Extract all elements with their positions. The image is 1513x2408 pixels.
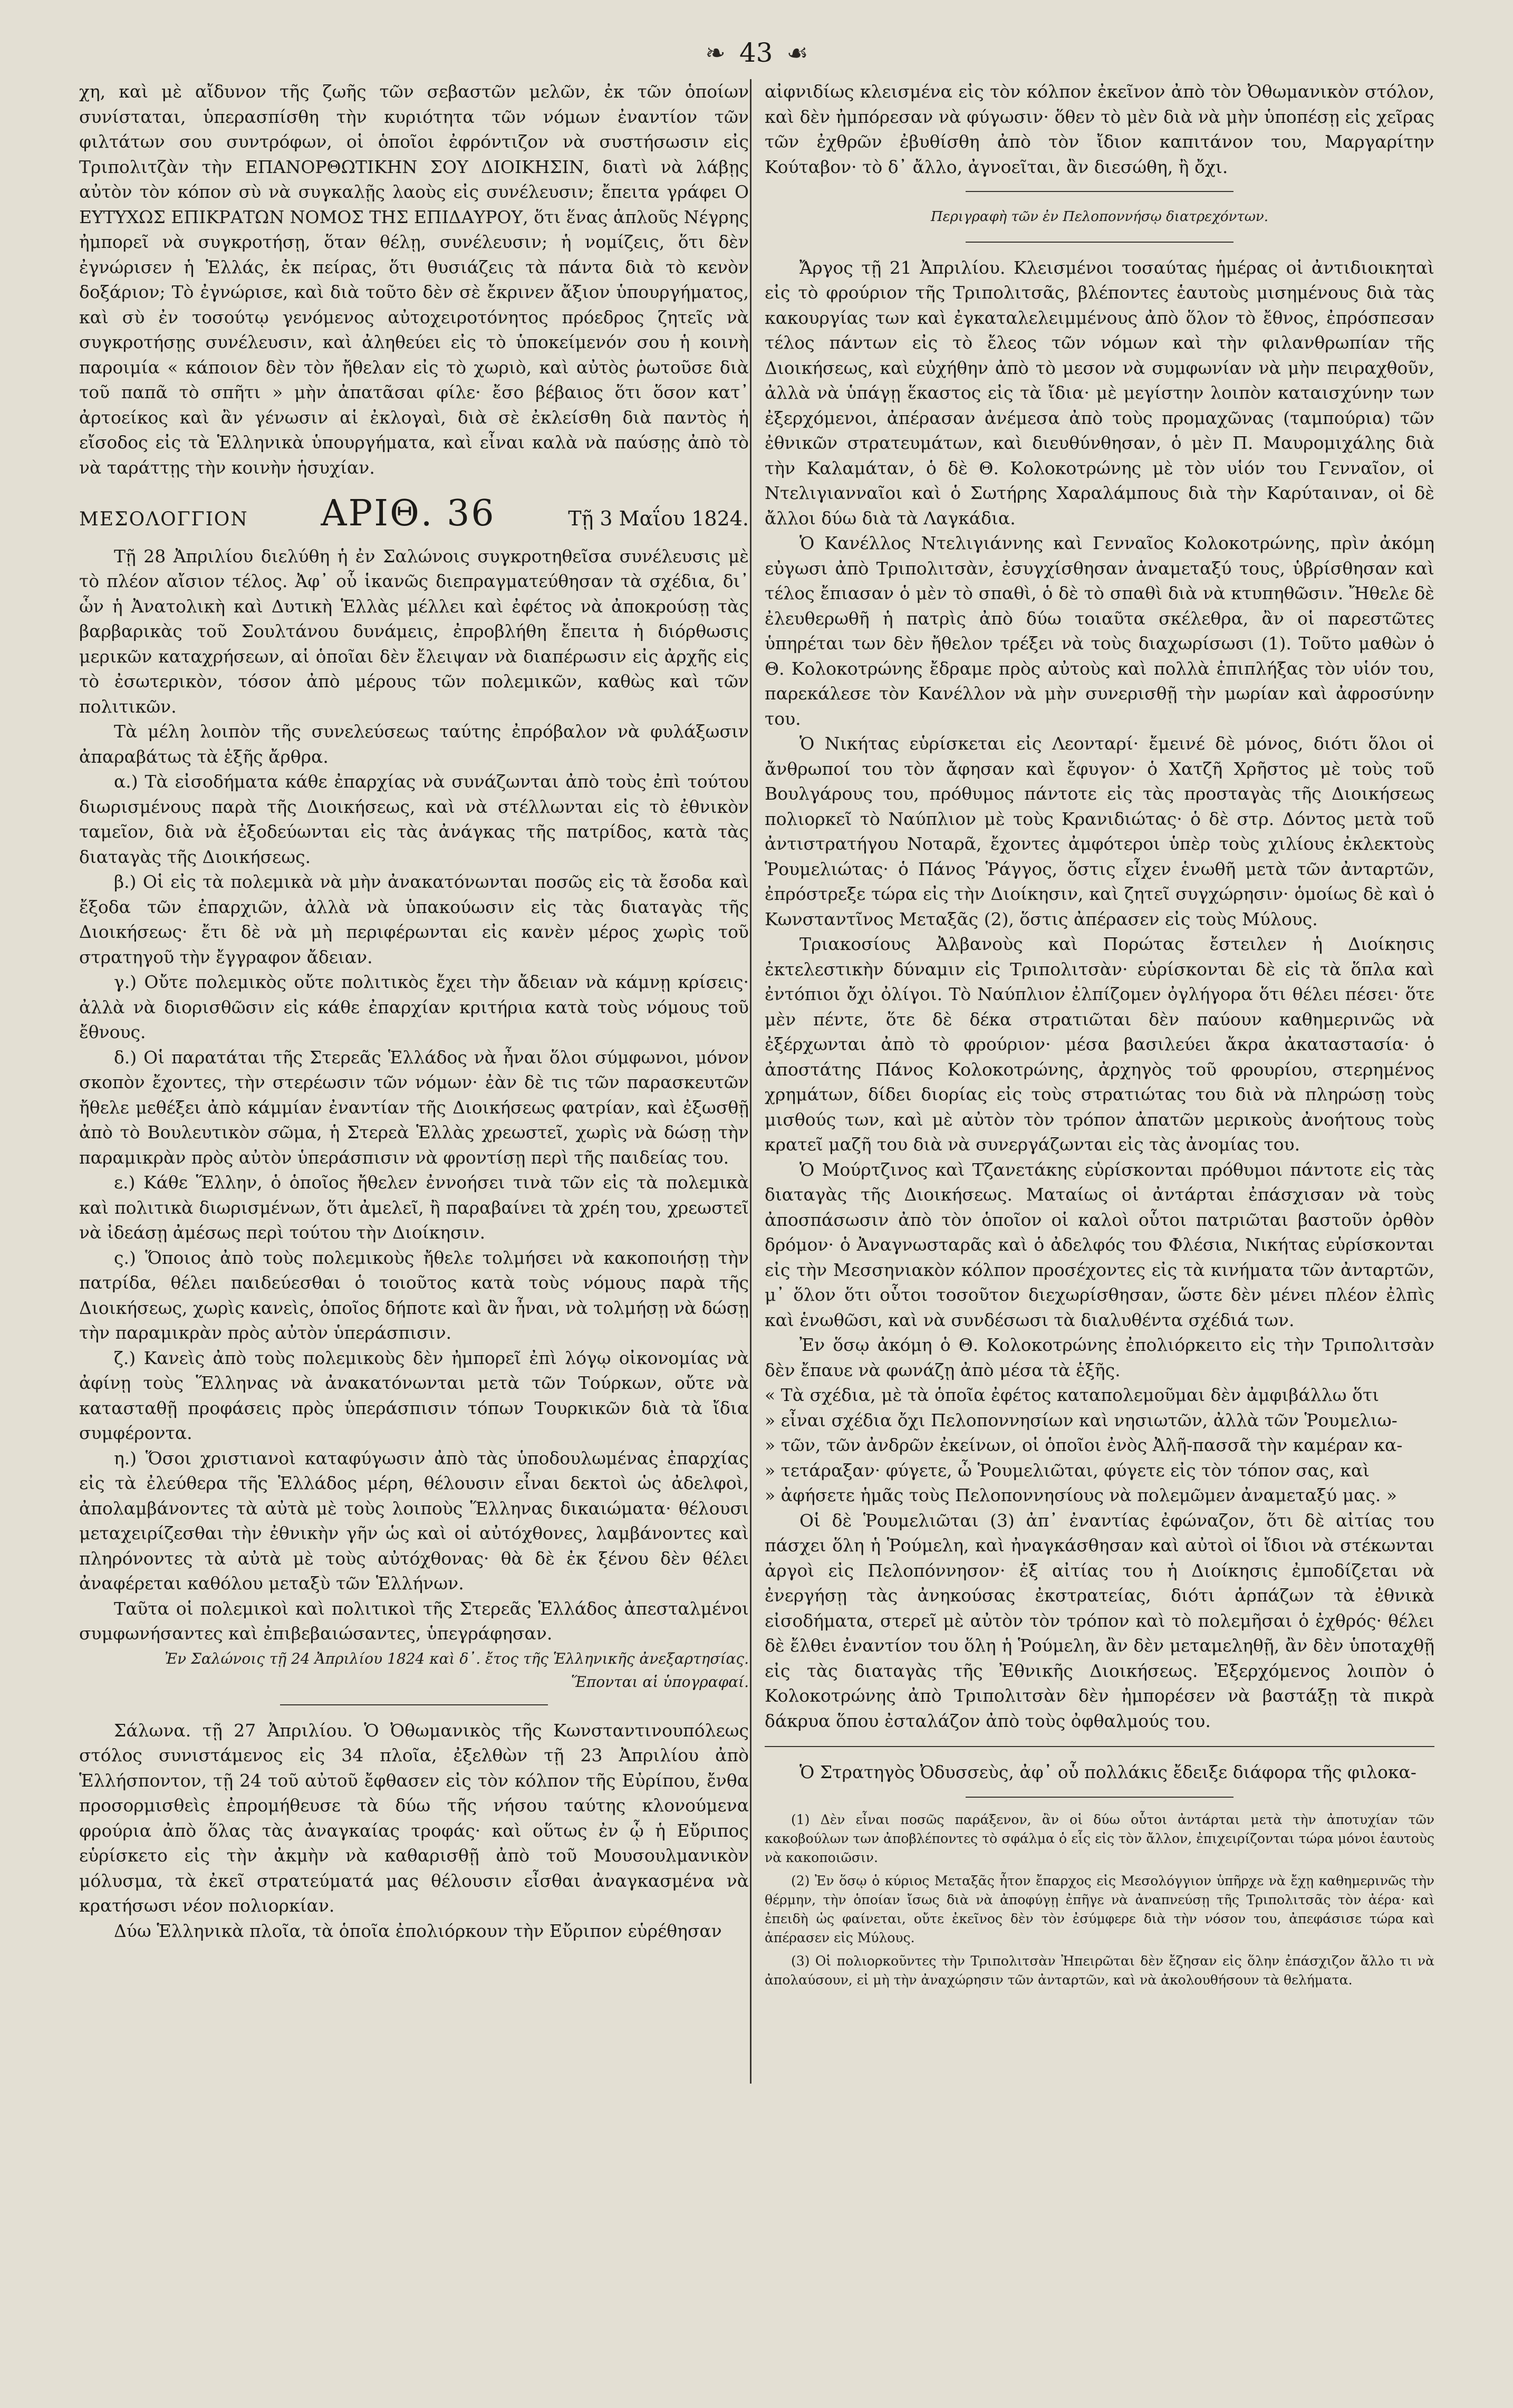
paragraph: Ὁ Νικήτας εὑρίσκεται εἰς Λεονταρί· ἔμεινέ δὲ μόνος, διότι ὅλοι οἱ ἄνθρωποί του τὸν ἄφησαν καὶ ἔφυγον· ὁ Χατζῆ Χρῆστος μὲ τοὺς τοῦ Βουλγάρους του, πρόθυμος πάντοτε εἰς τὰς προσταγὰς τῆς Διοικήσεως πολιορκεῖ τὸ Ναύπλιον μὲ τοὺς Κρανιδιώτας· ὁ δὲ στρ. Δόντος μετὰ τοῦ ἀντιστρατήγου Νοταρᾶ, ἔχοντες ἀμφότεροι ὑπὲρ τοὺς χιλίους ἐκλεκτοὺς Ῥουμελιώτας· ὁ Πάνος Ῥάγγος, ὅστις εἶχεν ἑνωθῆ μετὰ τῶν ἀνταρτῶν, ἐπρόστρεξε τώρα εἰς τὴν Διοίκησιν, καὶ ζητεῖ συγχώρησιν· ὁμοίως δὲ καὶ ὁ Κωνσταντῖνος Μεταξᾶς (2), ὅστις ἀπέρασεν εἰς τοὺς Μύλους. [765, 733, 1434, 929]
paragraph: Οἱ δὲ Ῥουμελιῶται (3) ἀπ᾿ ἐναντίας ἐφώναζον, ὅτι δὲ αἰτίας του πάσχει ὅλη ἡ Ῥούμελη, καὶ ἠναγκάσθησαν καὶ αὐτοὶ οἱ ἴδιοι νὰ στέκωνται ἀργοὶ εἰς Πελοπόννησον· ἐξ αἰτίας του ἡ Διοίκησις ἐμποδίζεται νὰ ἐνεργήσῃ τὰς ἀνηκούσας ἐκστρατείας, διότι ἁρπάζων τὰ ἐθνικὰ εἰσοδήματα, στερεῖ μὲ αὐτὸν τὸν τρόπον καὶ τὸ πολεμῆσαι ὁ ἐχθρός· θέλει δὲ ἔλθει ἐναντίον του ὅλη ἡ Ῥούμελη, ἂν δὲν μεταμεληθῇ, ἂν δὲν ὑποταχθῇ εἰς τὰς διαταγὰς τῆς Ἐθνικῆς Διοικήσεως. Ἐξερχόμενος λοιπὸν ὁ Κολοκοτρώνης ἀπὸ Τριπολιτσὰν δὲν ἠμπορέσεν νὰ βαστάξῃ τὰ πικρὰ δάκρυα ὅπου ἐσταλάζον ἀπὸ τοὺς ὀφθαλμούς του. [765, 1510, 1434, 1731]
section-divider [765, 1746, 1434, 1747]
section-title: Περιγραφὴ τῶν ἐν Πελοποννήσῳ διατρεχόντων. [930, 209, 1268, 225]
paragraph: Ὁ Μούρτζινος καὶ Τζανετάκης εὑρίσκονται πρόθυμοι πάντοτε εἰς τὰς διαταγὰς τῆς Διοικήσεως. Ματαίως οἱ ἀντάρται ἐπάσχισαν νὰ τοὺς ἀποσπάσωσιν ἀπὸ τὸν ὁποῖον οἱ καλοὶ οὗτοι πατριῶται βαστοῦν ὀρθὸν δρόμον· ὁ Ἀναγνωσταρᾶς καὶ ὁ ἀδελφός του Φλέσια, Νικήτας εὑρίσκονται εἰς τὴν Μεσσηνιακὸν κόλπον προσέχοντες εἰς τὰ κινήματα τῶν ἀνταρτῶν, μ᾿ ὅλον ὅτι οὗτοι τοσοῦτον διεχωρίσθησαν, ὥστε δὲν μένει πλέον ἐλπὶς καὶ ἑνωθῶσι, καὶ νὰ συνδέσωσι τὰ διαλυθέντα σχέδιά των. [765, 1159, 1434, 1330]
article-stigma: ς.) Ὅποιος ἀπὸ τοὺς πολεμικοὺς ἤθελε τολμήσει νὰ κακοποιήσῃ τὴν πατρίδα, θέλει παιδεύεσθαι ὁ τοιοῦτος κατὰ τοὺς νόμους παρὰ τῆς Διοικήσεως, χωρὶς κανεὶς, ὁποῖος δήποτε καὶ ἂν ἦναι, νὰ τολμήσῃ νὰ δώσῃ τὴν παραμικρὰν πρὸς αὐτὸν ὑπεράσπισιν. [79, 1247, 749, 1343]
article-continuation: αἰφνιδίως κλεισμένα εἰς τὸν κόλπον ἐκεῖνον ἀπὸ τὸν Ὀθωμανικὸν στόλον, καὶ δὲν ἠμπόρεσαν νὰ φύγωσιν· ὅθεν τὸ μὲν διὰ νὰ μὴν ὑποπέσῃ εἰς χεῖρας τῶν ἐχθρῶν ἐβυθίσθη ἀπὸ τὸν ἴδιον καπιτάνον του, Μαργαρίτην Κούταβον· τὸ δ᾿ ἄλλο, ἀγνοεῖται, ἂν διεσώθη, ἢ ὄχι. [765, 81, 1434, 177]
footnote: (3) Οἱ πολιορκοῦντες τὴν Τριπολιτσὰν Ἠπειρῶται δὲν ἔζησαν εἰς ὅλην ἐπάσχιζον ἄλλο τι νὰ ἀπολαύσουν, εἰ μὴ τὴν ἀναχώρησιν τῶν ἀνταρτῶν, καὶ νὰ ἀκολουθήσουν τὰ θελήματα. [765, 1953, 1434, 1988]
article-continuation: χη, καὶ μὲ αἴδυνον τῆς ζωῆς τῶν σεβαστῶν μελῶν, ἐκ τῶν ὁποίων συνίσταται, ὑπερασπίσθη τὴν κυριότητα τῶν νόμων ἐναντίον τῶν φιλτάτων σου συντρόφων, οἱ ὁποῖοι ἐφρόντιζον νὰ συστήσωσιν εἰς Τριπολιτζὰν τὴν ΕΠΑΝΟΡΘΩΤΙΚΗΝ ΣΟΥ ΔΙΟΙΚΗΣΙΝ, διατὶ νὰ λάβῃς αὐτὸν τὸν κόπον σὺ νὰ συγκαλῇς λαοὺς εἰς συνέλευσιν; ἔπειτα γράφει Ο ΕΥΤΥΧΩΣ ΕΠΙΚΡΑΤΩΝ ΝΟΜΟΣ ΤΗΣ ΕΠΙΔΑΥΡΟΥ, ὅτι ἕνας ἁπλοῦς Νέγρης ἠμπορεῖ νὰ συγκροτήσῃ, ὅταν θέλῃ, συνέλευσιν; ἡ νομίζεις, ὅτι δὲν ἐγνώρισεν ἡ Ἑλλάς, ἐκ πείρας, ὅτι θυσιάζεις τὰ πάντα διὰ τὸ κενὸν δοξάριον; Τὸ ἐγνώρισε, καὶ διὰ τοῦτο δὲν σὲ ἔκρινεν ἄξιον ὑπουργήματος, καὶ σὺ ἐν τοσούτῳ γενόμενος αὐτοχειροτόνητος πρόεδρος ζητεῖς νὰ συγκροτήσῃς συνέλευσιν, καὶ ἀληθεύει εἰς τὸ ὑποκείμενόν σου ἡ κοινὴ παροιμία « κάποιον δὲν τὸν ἤθελαν εἰς τὸ χωριὸ, καὶ αὐτὸς ῥωτοῦσε διὰ τοῦ παπᾶ τὸ σπῆτι » μὴν ἀπατᾶσαι φίλε· ἔσο βέβαιος ὅτι ὅσον κατ᾿ ἀρτοείκος καὶ ἂν γένωσιν αἱ ἐκλογαὶ, διὰ σὲ ἐκλείσθη διὰ παντὸς ἡ εἴσοδος εἰς τὰ Ἑλληνικὰ ὑπουργήματα, καὶ εἶναι καλὰ νὰ παύσῃς ἀπὸ τὸ νὰ ταράττῃς τὴν κοινὴν ἡσυχίαν. [79, 81, 749, 478]
footnotes [765, 1810, 1434, 1990]
section-divider [966, 191, 1233, 192]
issue-header [79, 493, 749, 534]
footnote-divider [966, 1797, 1233, 1798]
issue-date: Τῇ 3 Μαΐου 1824. [568, 507, 749, 530]
article-zeta: ζ.) Κανεὶς ἀπὸ τοὺς πολεμικοὺς δὲν ἠμπορεῖ ἐπὶ λόγῳ οἰκονομίας νὰ ἀφίνῃ τοὺς Ἕλληνας νὰ ἀνακατόνωνται μετὰ τῶν Τούρκων, οὔτε νὰ κατασταθῇ προφάσεις πρὸς ὑπεράσπισιν τόπων Τουρκικῶν διὰ τὰ ἴδια συμφέροντα. [79, 1347, 749, 1443]
footnote: (1) Δὲν εἶναι ποσῶς παράξενον, ἂν οἱ δύω οὗτοι ἀντάρται μετὰ τὴν ἀποτυχίαν τῶν κακοβούλων των ἀποβλέποντες τὸ σφάλμα ὁ εἷς εἰς τὸν ἄλλον, ἐπιχειρίζονται τώρα μόνοι ἑαυτοὺς νὰ κακοποιῶσιν. [765, 1811, 1434, 1865]
quotation [765, 1383, 1434, 1508]
ornament-right-icon: ☙ [786, 39, 808, 67]
signoff-signatures: Ἕπονται αἱ ὑπογραφαί. [571, 1673, 749, 1691]
article-delta: δ.) Οἱ παρατάται τῆς Στερεᾶς Ἑλλάδος νὰ ἦναι ὅλοι σύμφωνοι, μόνον σκοπὸν ἔχοντες, τὴν στερέωσιν τῶν νόμων· ἐὰν δὲ τις τῶν παρασκευτῶν ἤθελε μεθέξει ἀπὸ κάμμίαν ἐναντίαν τῆς Διοικήσεως φατρίαν, καὶ ἐξωσθῇ ἀπὸ τὸ Βουλευτικὸν σῶμα, ἡ Στερεὰ Ἑλλὰς χρεωστεῖ, χωρὶς νὰ δώσῃ τὴν παραμικρὰν πρὸς αὐτὸν ὑπεράσπισιν νὰ φροντίσῃ περὶ τῆς παιδείας του. [79, 1047, 749, 1168]
issue-number: ΑΡΙΘ. 36 [321, 493, 496, 534]
left-column [79, 79, 749, 1943]
news-odysseus: Ὁ Στρατηγὸς Ὀδυσσεὺς, ἀφ᾿ οὗ πολλάκις ἔδειξε διάφορα τῆς φιλοκα- [799, 1762, 1416, 1782]
quote-line: » ἀφήσετε ἡμᾶς τοὺς Πελοποννησίους νὰ πολεμῶμεν ἀναμεταξύ μας. » [765, 1485, 1398, 1505]
paragraph: Ὁ Κανέλλος Ντελιγιάννης καὶ Γενναῖος Κολοκοτρώνης, πρὶν ἀκόμη εὐγωσι ἀπὸ Τριπολιτσὰν, ἐσυγχίσθησαν ἀναμεταξύ τους, ὑβρίσθησαν καὶ τέλος ἔπιασαν ὁ μὲν τὸ σπαθὶ, ὁ δὲ τὸ σπαθὶ διὰ νὰ κτυπηθῶσιν. Ἤθελε δὲ ἐλευθερωθῆ ἡ πατρὶς ἀπὸ δύω τοιαῦτα σκέλεθρα, ἂν οἱ παρεστῶτες ὑπηρέται των δὲν ἤθελον τρέξει νὰ τοὺς διαχωρίσωσι (1). Τοῦτο μαθὼν ὁ Θ. Κολοκοτρώνης ἔδραμε πρὸς αὐτοὺς καὶ πολλὰ ἐπιπλήξας τὸν υἱόν του, παρεκάλεσε τὸν Κανέλλον νὰ μὴν συνερισθῇ τὴν μωρίαν καὶ ἀφροσύνην του. [765, 533, 1434, 729]
news-ships: Δύω Ἑλληνικὰ πλοῖα, τὰ ὁποῖα ἐπολιόρκουν τὴν Εὔριπον εὑρέθησαν [114, 1920, 722, 1941]
article-eta: η.) Ὅσοι χριστιανοὶ καταφύγωσιν ἀπὸ τὰς ὑποδουλωμένας ἐπαρχίας εἰς τὰ ἐλεύθερα τῆς Ἑλλάδος μέρη, θέλουσιν εἶναι δεκτοὶ ὡς ἀδελφοὶ, ἀπολαμβάνοντες τὰ αὐτὰ μὲ τοὺς λοιποὺς Ἕλληνας δικαιώματα· θέλουσι μεταχειρίζεσθαι τὴν ἐθνικὴν γῆν ὡς καὶ οἱ αὐτόχθονες, λαμβάνοντες καὶ πληρόνοντες τὰ αὐτὰ μὲ τοὺς αὐτόχθονας· θὰ δὲ ἐκ ξένου δὲν θέλει ἀναφέρεται καθόλου μεταξὺ τῶν Ἑλλήνων. [79, 1447, 749, 1594]
quote-line: « Τὰ σχέδια, μὲ τὰ ὁποῖα ἐφέτος καταπολεμοῦμαι δὲν ἀμφιβάλλω ὅτι [765, 1385, 1380, 1405]
page-header [659, 29, 854, 76]
article-gamma: γ.) Οὔτε πολεμικὸς οὔτε πολιτικὸς ἔχει τὴν ἄδειαν νὰ κάμνῃ κρίσεις· ἀλλὰ νὰ διορισθῶσιν εἰς κάθε ἐπαρχίαν κριτήρια κατὰ τοὺς νόμους τοῦ ἔθνους. [79, 972, 749, 1042]
quote-line: » εἶναι σχέδια ὄχι Πελοποννησίων καὶ νησιωτῶν, ἀλλὰ τῶν Ῥουμελιω- [765, 1409, 1398, 1431]
page-number: 43 [739, 37, 773, 68]
news-salona: Σάλωνα. τῇ 27 Ἀπριλίου. Ὁ Ὀθωμανικὸς τῆς Κωνσταντινουπόλεως στόλος συνιστάμενος εἰς 34 πλοῖα, ἐξελθὼν τῇ 23 Ἀπριλίου ἀπὸ Ἑλλήσποντον, τῇ 24 τοῦ αὐτοῦ ἔφθασεν εἰς τὸν κόλπον τῆς Εὐρίπου, ἔνθα προσορμισθεὶς ἐπρομήθευσε τὰ δύω τῆς νήσου ταύτης κλονούμενα φρούρια ἀπὸ ὅλας τὰς ἀναγκαίας τροφάς· καὶ οὕτως ἐν ᾧ ἡ Εὔριπος εὑρίσκετο εἰς τὴν ἀκμὴν νὰ καθαρισθῇ ἀπὸ τοῦ Μουσουλμανικὸν μόλυσμα, τὰ ἐκεῖ στρατεύματά μας θέλουσιν εἶσθαι ἀναγκασμένα νὰ κρατήσωσι νέον πολιορκίαν. [79, 1720, 749, 1916]
right-column [765, 79, 1434, 1994]
paragraph: Ταῦτα οἱ πολεμικοὶ καὶ πολιτικοὶ τῆς Στερεᾶς Ἑλλάδος ἀπεσταλμένοι συμφωνήσαντες καὶ ἐπιβεβαιώσαντες, ὑπεγράφησαν. [79, 1598, 749, 1644]
paragraph: Τῇ 28 Ἀπριλίου διελύθη ἡ ἐν Σαλώνοις συγκροτηθεῖσα συνέλευσις μὲ τὸ πλέον αἴσιον τέλος. Ἀφ᾿ οὗ ἱκανῶς διεπραγματεύθησαν τὰ σχέδια, δι᾿ ὧν ἡ Ἀνατολικὴ καὶ Δυτικὴ Ἑλλὰς μέλλει καὶ ἐφέτος νὰ ἀποκρούσῃ τὰς βαρβαρικὰς τοῦ Σουλτάνου δυνάμεις, ἐπροβλήθη ἔπειτα ἡ διόρθωσις μερικῶν καταχρήσεων, αἱ ὁποῖαι δὲν ἔλειψαν νὰ διαπέρωσιν εἰς ἀρχῆς εἰς τὸ ἐσωτερικὸν, τόσον ἀπὸ μέρους τῶν πολεμικῶν, καθὼς καὶ τῶν πολιτικῶν. [79, 545, 749, 717]
signoff-date: Ἐν Σαλώνοις τῇ 24 Ἀπριλίου 1824 καὶ δ᾿. ἔτος τῆς Ἑλληνικῆς ἀνεξαρτησίας. [165, 1649, 749, 1667]
quote-line: » τετάραξαν· φύγετε, ὦ Ῥουμελιῶται, φύγετε εἰς τὸν τόπον σας, καὶ [765, 1460, 1370, 1481]
ornament-left-icon: ❧ [705, 39, 726, 67]
column-divider [750, 79, 751, 2084]
issue-place: ΜΕΣΟΛΟΓΓΙΟΝ [79, 509, 248, 530]
article-epsilon: ε.) Κάθε Ἕλλην, ὁ ὁποῖος ἤθελεν ἐννοήσει τινὰ τῶν εἰς τὰ πολεμικὰ καὶ πολιτικὰ διωρισμένων, ὅτι ἀμελεῖ, ἢ παραβαίνει τὰ χρέη του, χρεωστεῖ νὰ ἰδεάσῃ ἀμέσως περὶ τούτου τὴν Διοίκησιν. [79, 1172, 749, 1243]
paragraph: Τὰ μέλη λοιπὸν τῆς συνελεύσεως ταύτης ἐπρόβαλον νὰ φυλάξωσιν ἀπαραβάτως τὰ ἑξῆς ἄρθρα. [79, 721, 749, 767]
paragraph: Ἐν ὅσῳ ἀκόμη ὁ Θ. Κολοκοτρώνης ἐπολιόρκειτο εἰς τὴν Τριπολιτσὰν δὲν ἔπαυε νὰ φωνάζῃ ἀπὸ μέσα τὰ ἑξῆς. [765, 1335, 1434, 1380]
footnote: (2) Ἐν ὅσῳ ὁ κύριος Μεταξᾶς ἦτον ἔπαρχος εἰς Μεσολόγγιον ὑπῆρχε νὰ ἔχῃ καθημερινῶς τὴν θέρμην, τὴν ὁποίαν ἴσως διὰ νὰ ἀποφύγῃ ἐπῆγε νὰ ἀναπνεύσῃ τῆς Τριπολιτσᾶς τὸν ἀέρα· καὶ ἐπειδὴ ὡς φαίνεται, οὔτε ἐκεῖνος δὲν τὸν ἐσύμφερε διὰ τὴν νόσον του, ἀπεφάσισε τώρα καὶ ἀπέρασεν εἰς Μύλους. [765, 1873, 1434, 1945]
article-beta: β.) Οἱ εἰς τὰ πολεμικὰ νὰ μὴν ἀνακατόνωνται ποσῶς εἰς τὰ ἔσοδα καὶ ἔξοδα τῶν ἐπαρχιῶν, ἀλλὰ νὰ ὑπακούωσιν εἰς τὰς διαταγὰς τῆς Διοικήσεως· ἔτι δὲ νὰ μὴ περιφέρωνται εἰς κανὲν μέρος χωρὶς τοῦ στρατηγοῦ τὴν ἔγγραφον ἄδειαν. [79, 871, 749, 967]
quote-line: » τῶν, τῶν ἀνδρῶν ἐκείνων, οἱ ὁποῖοι ἐνὸς Ἀλῆ-πασσᾶ τὴν καμέραν κα- [765, 1435, 1403, 1455]
paragraph: Τριακοσίους Ἀλβανοὺς καὶ Πορώτας ἔστειλεν ἡ Διοίκησις ἐκτελεστικὴν δύναμιν εἰς Τριπολιτσὰν· εὑρίσκονται δὲ εἰς τὰ ὅπλα καὶ ἐντόπιοι ὄχι ὀλίγοι. Τὸ Ναύπλιον ἐλπίζομεν ὀγλήγορα ὅτι θέλει πέσει· ὅτε μὲν πέντε, ὅτε δὲ δέκα στρατιῶται δὲν παύουν καθημερινῶς νὰ ἐξέρχωνται ἀπὸ τὸ φρούριον· μέσα βασιλεύει ἄκρα ἀκαταστασία· ὁ ἀποστάτης Πάνος Κολοκοτρώνης, ἀρχηγὸς τοῦ φρουρίου, στερημένος χρημάτων, δίδει διορίας εἰς τοὺς στρατιώτας του διὰ νὰ πληρώσῃ τοὺς μισθούς των, καὶ μὲ αὐτὸν τὸν τρόπον ἀπατῶν μερικοὺς ἀνοήτους τοὺς κρατεῖ μαζῆ του διὰ νὰ συνεργάζωνται εἰς τὰς ἀνομίας του. [765, 934, 1434, 1155]
section-divider [966, 242, 1233, 243]
article-alpha: α.) Τὰ εἰσοδήματα κάθε ἐπαρχίας νὰ συνάζωνται ἀπὸ τοὺς ἐπὶ τούτου διωρισμένους παρὰ τῆς Διοικήσεως, καὶ νὰ στέλλωνται εἰς τὸ ἐθνικὸν ταμεῖον, διὰ νὰ ἐξοδεύωνται εἰς τὰς ἀνάγκας τῆς πατρίδος, κατὰ τὰς διαταγὰς τῆς Διοικήσεως. [79, 771, 749, 867]
news-argos: Ἄργος τῇ 21 Ἀπριλίου. Κλεισμένοι τοσαύτας ἡμέρας οἱ ἀντιδιοικηταὶ εἰς τὸ φρούριον τῆς Τριπολιτσᾶς, βλέποντες ἑαυτοὺς μισημένους διὰ τὰς κακουργίας των καὶ ἐγκαταλελειμμένους ἀπὸ ὅλον τὸ ἔθνος, ἐπρόσπεσαν τέλος πάντων εἰς τὸ ἔλεος τῶν νόμων καὶ τὴν φιλανθρωπίαν τῆς Διοικήσεως, καὶ εὐχήθην ἀπὸ τὸ μεσον νὰ συμφωνίαν νὰ μὴν πειραχθοῦν, ἀλλὰ νὰ ὑπάγῃ ἕκαστος εἰς τὰ ἴδια· μὲ μεγίστην λοιπὸν καταισχύνην των ἐξερχόμενοι, ἀπέρασαν ἀνέμεσα ἀπὸ τοὺς προμαχῶνας (ταμπούρια) τῶν ἐθνικῶν στρατευμάτων, καὶ διευθύνθησαν, ὁ μὲν Π. Μαυρομιχάλης διὰ τὴν Καλαμάταν, ὁ δὲ Θ. Κολοκοτρώνης μὲ τὸν υἱόν του Γενναῖον, οἱ Ντελιγιανναῖοι καὶ ὁ Σωτήρης Χαραλάμπους διὰ τὴν Καρύταιναν, οἱ δὲ ἄλλοι δύω διὰ τὰ Λαγκάδια. [765, 257, 1434, 529]
section-divider [280, 1704, 548, 1705]
